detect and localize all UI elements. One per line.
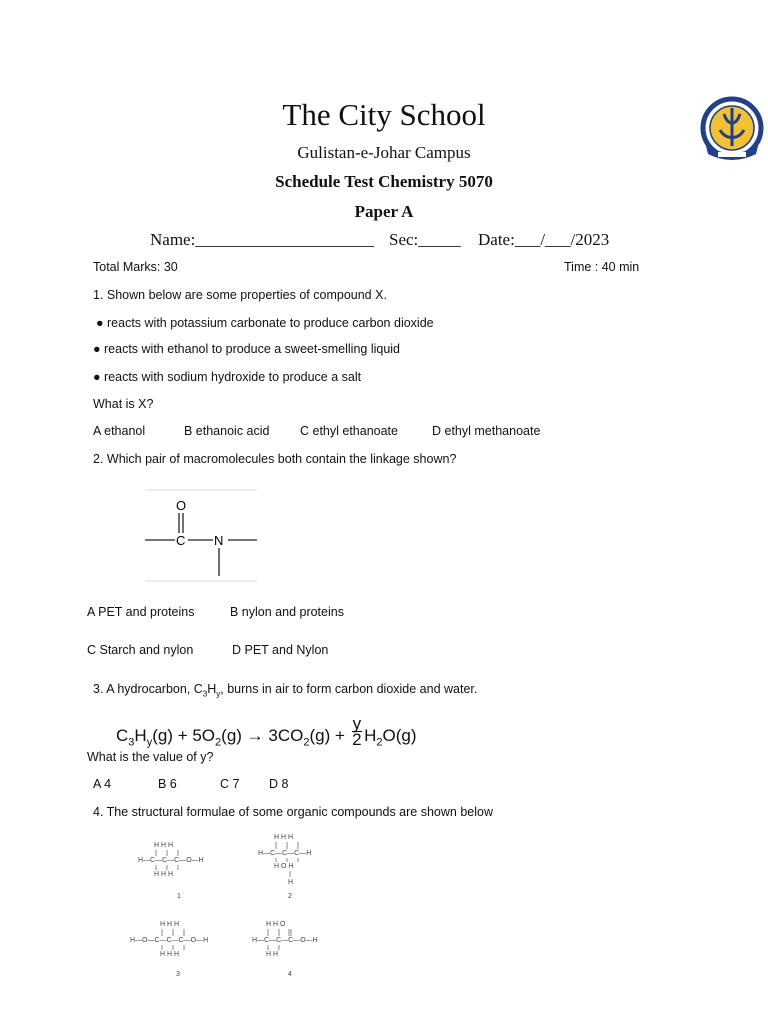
question-2-option: C Starch and nylon (87, 643, 194, 657)
svg-text:H O H: H O H (274, 863, 294, 870)
svg-text:H H: H H (266, 951, 279, 958)
date-field: Date:___/___/2023 (478, 230, 610, 249)
school-name: The City School (282, 97, 486, 132)
question-1-option: A ethanol (93, 424, 146, 438)
test-title: Schedule Test Chemistry 5070 (275, 172, 493, 191)
question-3-option: B 6 (158, 777, 177, 791)
question-2-option: B nylon and proteins (230, 605, 344, 619)
carbon-atom-label: C (176, 533, 186, 548)
question-1-bullet: ● reacts with ethanol to produce a sweet-smelling liquid (93, 342, 401, 356)
svg-text:H—C—C—C—O—H: H—C—C—C—O—H (138, 857, 204, 864)
svg-text:H: H (288, 879, 294, 886)
compound-label: 4 (288, 971, 292, 978)
question-3-stem: 3. A hydrocarbon, $C_3H_y$, burns in air to form carbon dioxide and water. (93, 682, 478, 699)
compound-3-structure (130, 921, 208, 978)
question-1-option: C ethyl ethanoate (300, 424, 398, 438)
school-crest-icon (700, 96, 764, 170)
question-1-prompt: What is X? (93, 397, 154, 411)
svg-text:H H H: H H H (160, 951, 180, 958)
question-4-stem: 4. The structural formulae of some organic compounds are shown below (93, 805, 493, 819)
svg-text:H—C—C—C—O—H: H—C—C—C—O—H (252, 937, 318, 944)
paper-label: Paper A (354, 202, 414, 221)
nitrogen-atom-label: N (214, 533, 224, 548)
svg-text:H H H: H H H (154, 871, 174, 878)
question-1-bullet: ● reacts with sodium hydroxide to produce a salt (93, 370, 362, 384)
oxygen-atom-label: O (176, 498, 187, 513)
compound-label: 1 (177, 893, 181, 900)
question-2-stem: 2. Which pair of macromolecules both contain the linkage shown? (93, 452, 457, 466)
svg-text:H—O—C—C—C—O—H: H—O—C—C—C—O—H (130, 937, 209, 944)
compound-1-structure (138, 842, 204, 900)
svg-text:H H H: H H H (160, 921, 180, 928)
section-field: Sec:_____ (389, 230, 461, 249)
question-1-option: D ethyl methanoate (432, 424, 541, 438)
question-2-option: D PET and Nylon (232, 643, 329, 657)
compound-label: 2 (288, 893, 292, 900)
time-allowed: Time : 40 min (564, 260, 640, 274)
campus-name: Gulistan-e-Johar Campus (297, 143, 471, 162)
svg-text:H H H: H H H (154, 842, 174, 849)
total-marks: Total Marks: 30 (93, 260, 178, 274)
svg-text:H H O: H H O (266, 921, 286, 928)
question-2-option: A PET and proteins (87, 605, 195, 619)
svg-text:H—C—C—C—H: H—C—C—C—H (258, 850, 312, 857)
question-3-option: A 4 (93, 777, 112, 791)
name-field: Name:_____________________ (150, 230, 374, 249)
question-3-option: D 8 (269, 777, 289, 791)
combustion-equation: $C_3H_y(g) + 5O_2(g) \to 3CO_2(g)$ + $\frac{y}{2}$ $H_2O(g)$ (116, 714, 417, 749)
svg-text:H H H: H H H (274, 834, 294, 841)
question-1-bullet: ● reacts with potassium carbonate to produce carbon dioxide (96, 316, 434, 330)
compound-2-structure (258, 834, 311, 900)
question-1-option: B ethanoic acid (184, 424, 270, 438)
compound-4-structure (252, 921, 318, 978)
question-1-stem: 1. Shown below are some properties of compound X. (93, 288, 387, 302)
compound-label: 3 (176, 971, 180, 978)
question-3-option: C 7 (220, 777, 240, 791)
question-3-prompt: What is the value of y? (87, 750, 214, 764)
amide-linkage-diagram (145, 488, 260, 583)
structural-formulae-diagram (130, 830, 340, 980)
